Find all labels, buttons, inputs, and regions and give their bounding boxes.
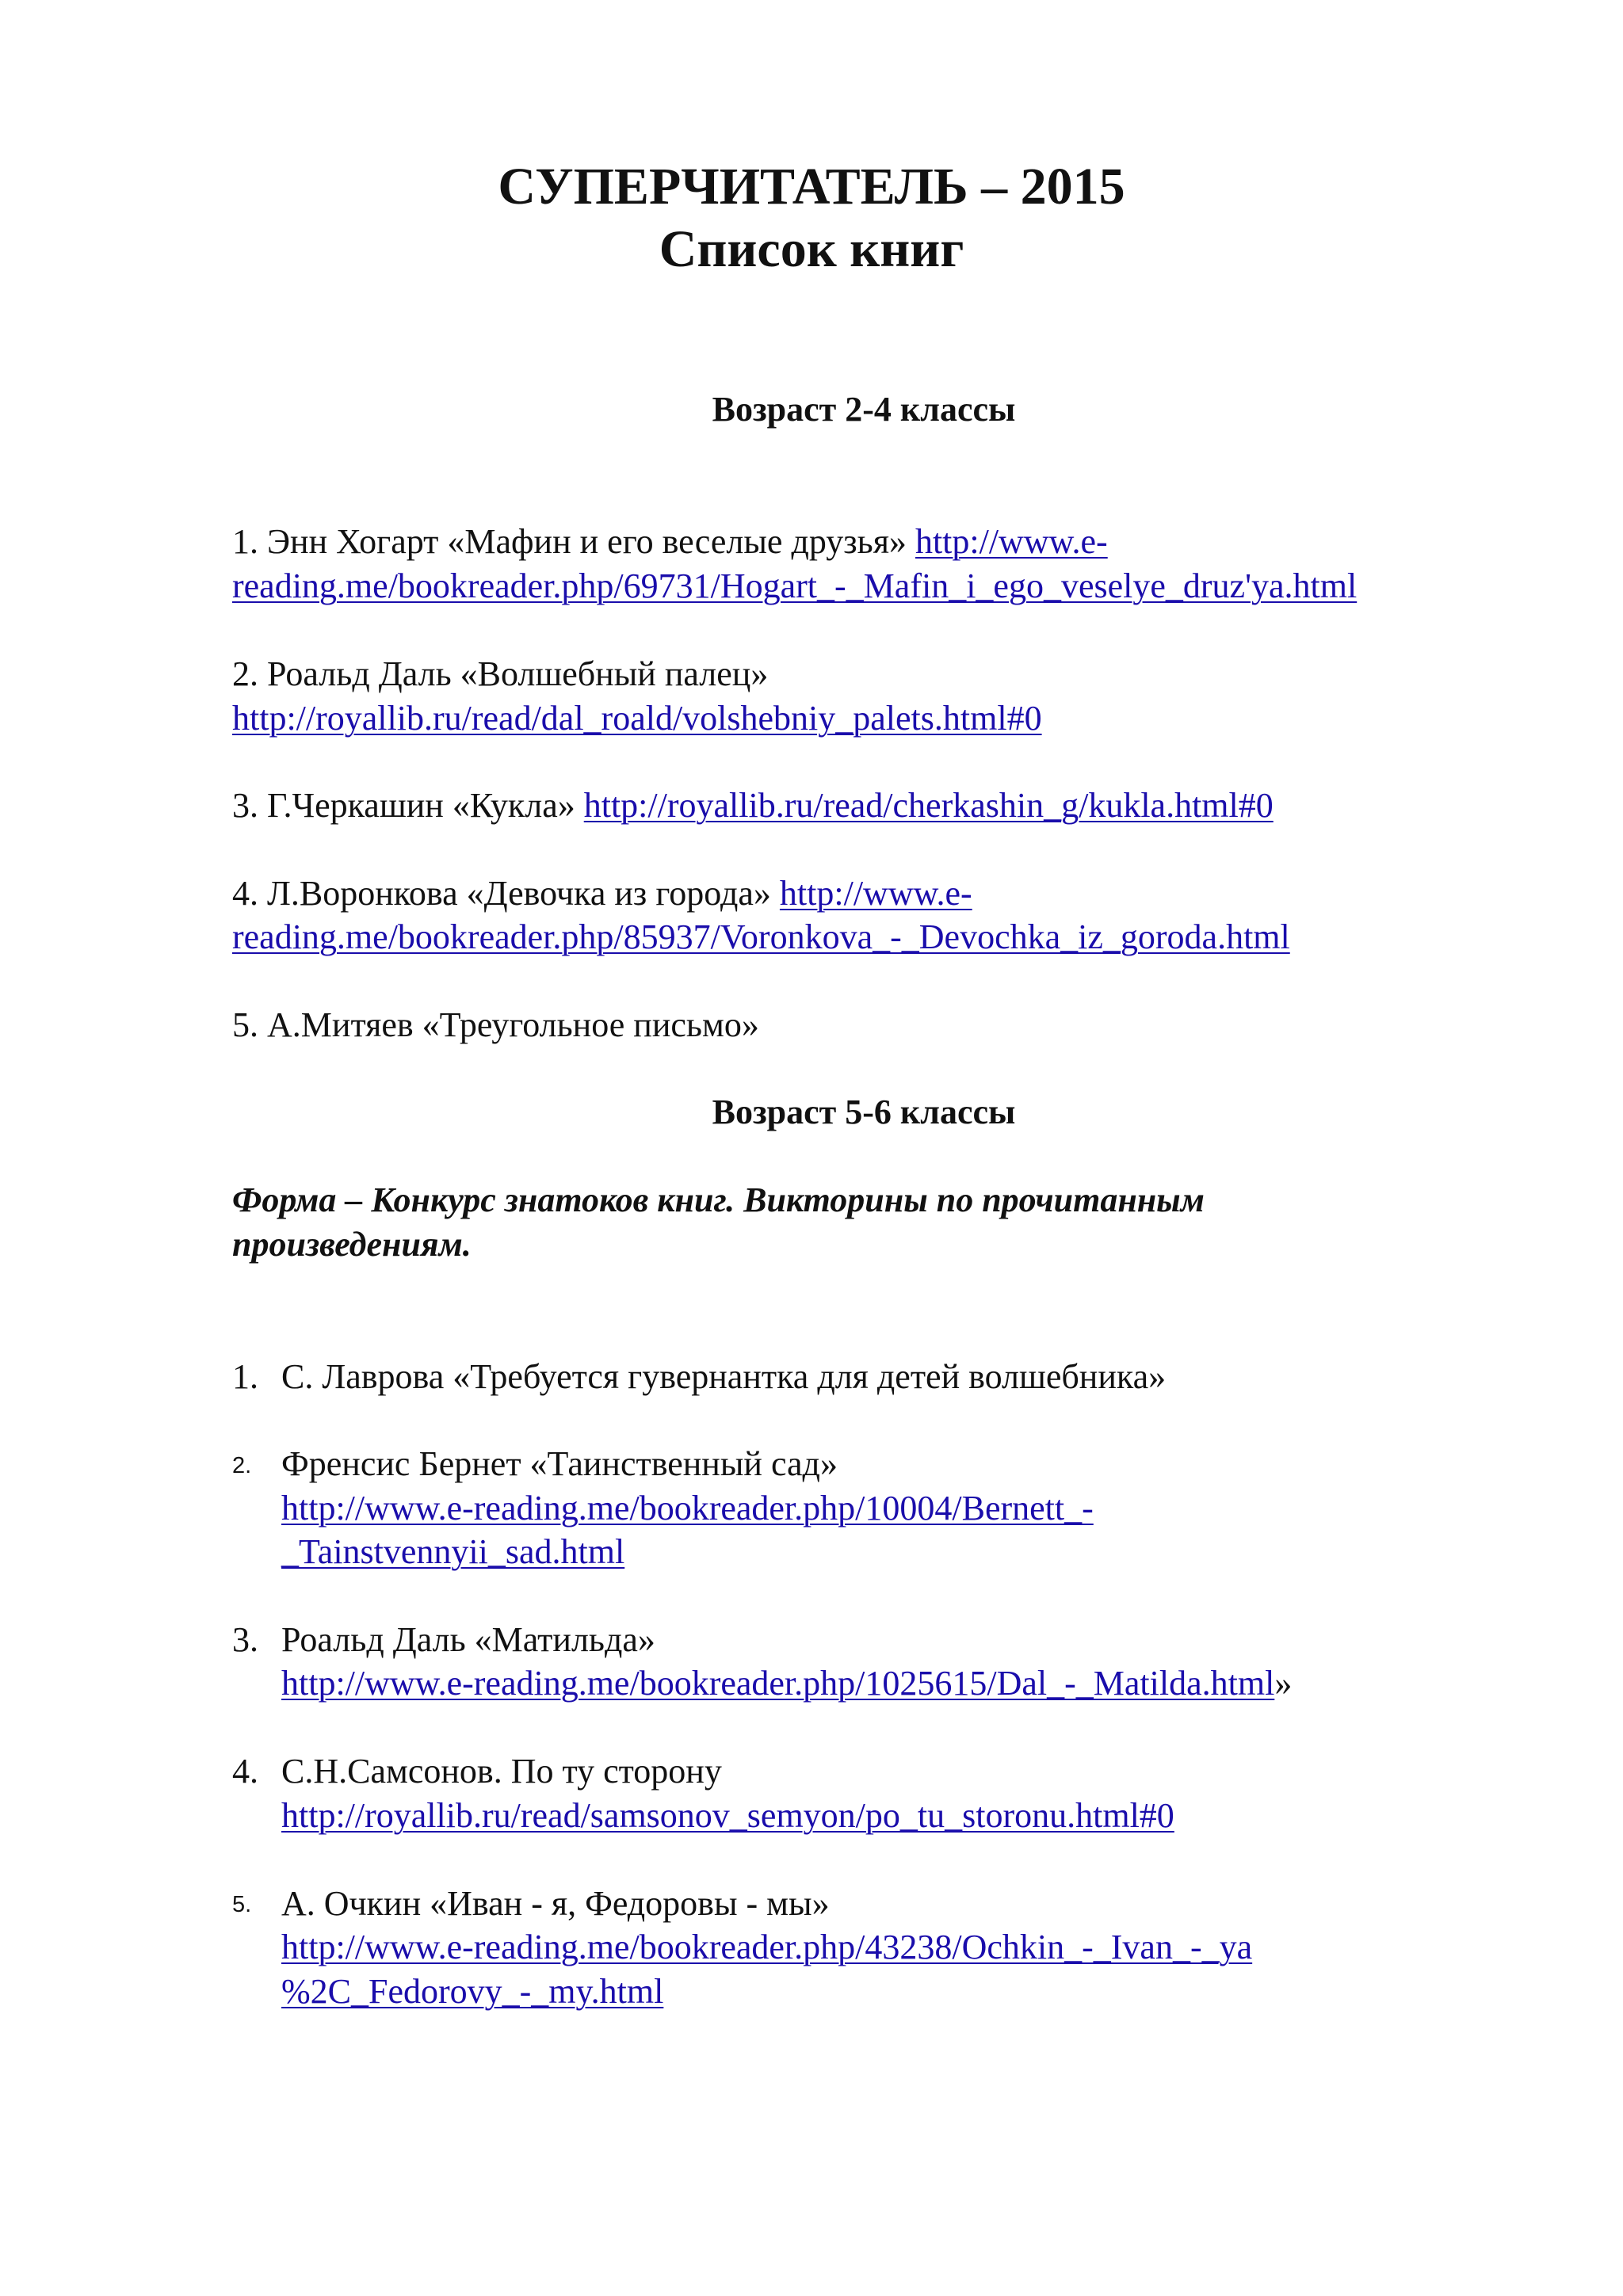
list-item-continuation	[281, 1794, 1174, 1837]
book-entry-text: 1. Энн Хогарт «Мафин и его веселые друзья»	[232, 522, 907, 561]
book-entry-text: 2. Роальд Даль «Волшебный палец»	[232, 654, 769, 693]
list-item-continuation	[232, 697, 1042, 740]
section-heading-grades-5-6: Возраст 5-6 классы	[712, 1093, 1016, 1131]
book-link[interactable]: reading.me/bookreader.php/85937/Voronkova_-_Devochka_iz_goroda.html	[232, 917, 1290, 956]
book-entry-text: А. Очкин «Иван - я, Федоровы - мы»	[281, 1884, 830, 1923]
section-heading-grades-2-4: Возраст 2-4 классы	[712, 390, 1016, 429]
book-link[interactable]: _Tainstvennyii_sad.html	[281, 1532, 625, 1571]
document-subtitle: Список книг	[659, 220, 964, 278]
book-link[interactable]: http://www.e-reading.me/bookreader.php/10004/Bernett_-	[281, 1489, 1094, 1527]
form-description-continuation: произведениям.	[232, 1225, 472, 1264]
book-entry-text: С.Н.Самсонов. По ту сторону	[281, 1752, 722, 1791]
book-entry-text: 4. Л.Воронкова «Девочка из города»	[232, 874, 771, 913]
list-item	[232, 872, 972, 915]
list-item	[232, 1004, 759, 1047]
book-link[interactable]: http://www.e-reading.me/bookreader.php/1025615/Dal_-_Matilda.html	[281, 1664, 1275, 1703]
list-item	[281, 1750, 722, 1793]
book-entry-text: 5. А.Митяев «Треугольное письмо»	[232, 1005, 759, 1044]
list-item-continuation	[281, 1487, 1094, 1530]
list-number: 5.	[232, 1892, 252, 1917]
list-item	[232, 521, 1108, 563]
book-link[interactable]: http://royallib.ru/read/dal_roald/volshebniy_palets.html#0	[232, 699, 1042, 738]
list-item-continuation	[281, 1662, 1292, 1705]
trailing-quote: »	[1274, 1664, 1293, 1703]
document-title: СУПЕРЧИТАТЕЛЬ – 2015	[498, 158, 1125, 215]
book-link[interactable]: %2C_Fedorovy_-_my.html	[281, 1972, 664, 2011]
list-number: 2.	[232, 1453, 252, 1478]
list-item-continuation	[232, 565, 1357, 608]
list-number: 3.	[232, 1620, 258, 1659]
list-item-continuation	[281, 1926, 1252, 1969]
list-item	[281, 1619, 655, 1661]
book-link[interactable]: http://www.e-	[915, 522, 1108, 561]
book-link[interactable]: http://royallib.ru/read/samsonov_semyon/po_tu_storonu.html#0	[281, 1796, 1174, 1835]
book-link[interactable]: reading.me/bookreader.php/69731/Hogart_-_Mafin_i_ego_veselye_druz'ya.html	[232, 566, 1358, 605]
list-item	[281, 1443, 838, 1486]
form-description: Форма – Конкурс знатоков книг. Викторины по прочитанным	[232, 1180, 1205, 1219]
list-item	[232, 653, 768, 696]
list-item	[281, 1882, 830, 1925]
list-item	[281, 1356, 1166, 1398]
list-item-continuation	[281, 1970, 663, 2013]
book-entry-text: С. Лаврова «Требуется гувернантка для детей волшебника»	[281, 1357, 1167, 1396]
list-item	[232, 784, 1274, 827]
list-item-continuation	[232, 916, 1290, 959]
list-number: 1.	[232, 1357, 258, 1396]
list-number: 4.	[232, 1752, 258, 1791]
list-item-continuation	[281, 1531, 624, 1573]
book-link[interactable]: http://www.e-	[779, 874, 972, 913]
book-entry-text: Роальд Даль «Матильда»	[281, 1620, 655, 1659]
book-entry-text: 3. Г.Черкашин «Кукла»	[232, 786, 575, 825]
book-link[interactable]: http://www.e-reading.me/bookreader.php/43238/Ochkin_-_Ivan_-_ya	[281, 1928, 1253, 1966]
book-entry-text: Френсис Бернет «Таинственный сад»	[281, 1444, 838, 1483]
book-link[interactable]: http://royallib.ru/read/cherkashin_g/kukla.html#0	[583, 786, 1274, 825]
